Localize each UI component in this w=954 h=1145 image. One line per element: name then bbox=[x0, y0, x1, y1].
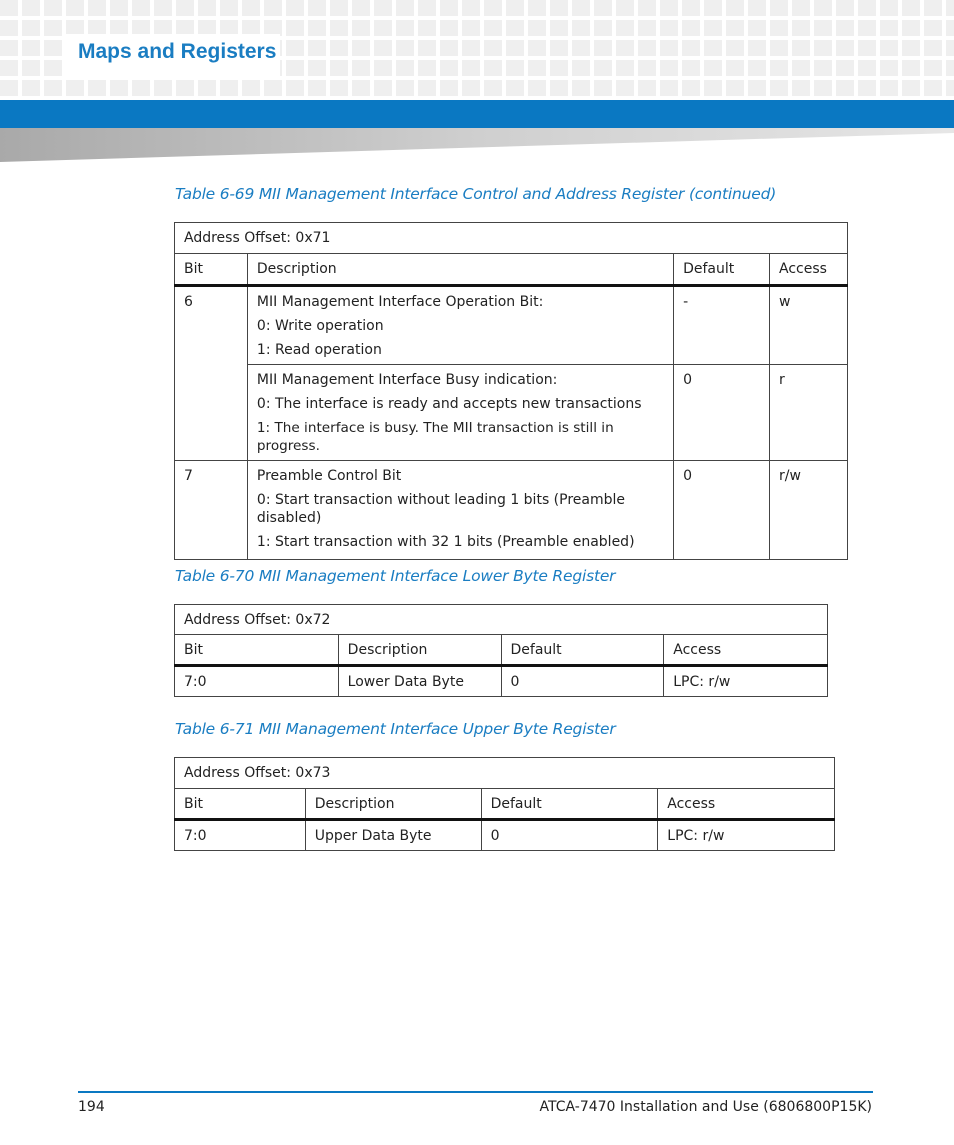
column-header-default: Default bbox=[674, 254, 770, 286]
table-71 bbox=[174, 757, 835, 851]
document-title: ATCA-7470 Installation and Use (6806800P15K) bbox=[539, 1099, 872, 1115]
default-cell: 0 bbox=[481, 820, 658, 851]
column-header-description: Description bbox=[338, 635, 501, 666]
table-row bbox=[175, 820, 835, 851]
page-number: 194 bbox=[78, 1099, 105, 1115]
column-header-access: Access bbox=[664, 635, 828, 666]
description-cell bbox=[247, 286, 673, 365]
description-line: Preamble Control Bit bbox=[256, 468, 402, 484]
access-cell: r/w bbox=[770, 461, 848, 560]
description-line: 1: Read operation bbox=[256, 342, 382, 358]
column-header-description: Description bbox=[305, 789, 481, 820]
address-offset-cell: Address Offset: 0x73 bbox=[175, 758, 835, 789]
description-cell: Lower Data Byte bbox=[338, 666, 501, 697]
bit-cell: 7:0 bbox=[175, 666, 339, 697]
table-row bbox=[175, 666, 828, 697]
table-69-header-row bbox=[175, 254, 848, 286]
column-header-default: Default bbox=[481, 789, 658, 820]
description-cell bbox=[247, 365, 673, 461]
table-row bbox=[175, 461, 848, 560]
default-cell: 0 bbox=[674, 365, 770, 461]
column-header-access: Access bbox=[770, 254, 848, 286]
table-69-address-row bbox=[175, 223, 848, 254]
table-71-header-row bbox=[175, 789, 835, 820]
bit-cell: 7:0 bbox=[175, 820, 306, 851]
table-69 bbox=[174, 222, 848, 560]
column-header-description: Description bbox=[247, 254, 673, 286]
default-cell: 0 bbox=[674, 461, 770, 560]
description-cell bbox=[247, 461, 673, 560]
table-70-header-row bbox=[175, 635, 828, 666]
column-header-bit: Bit bbox=[175, 254, 248, 286]
header-gray-band bbox=[0, 128, 954, 164]
description-line: MII Management Interface Busy indication: bbox=[256, 372, 558, 388]
address-offset-cell: Address Offset: 0x71 bbox=[175, 223, 848, 254]
table-71-caption: Table 6-71 MII Management Interface Upper Byte Register bbox=[175, 720, 616, 738]
description-cell: Upper Data Byte bbox=[305, 820, 481, 851]
bit-cell: 7 bbox=[175, 461, 248, 560]
access-cell: LPC: r/w bbox=[664, 666, 828, 697]
address-offset-cell: Address Offset: 0x72 bbox=[175, 605, 828, 635]
table-70-caption: Table 6-70 MII Management Interface Lower Byte Register bbox=[175, 567, 616, 585]
bit-cell: 6 bbox=[175, 286, 248, 461]
access-cell: LPC: r/w bbox=[658, 820, 835, 851]
description-line: 0: Start transaction without leading 1 bits (Preamble disabled) bbox=[256, 492, 626, 526]
access-cell: w bbox=[770, 286, 848, 365]
table-69-caption: Table 6-69 MII Management Interface Control and Address Register (continued) bbox=[175, 185, 777, 203]
description-line: 1: Start transaction with 32 1 bits (Preamble enabled) bbox=[256, 534, 635, 550]
description-line: 0: Write operation bbox=[256, 318, 384, 334]
access-cell: r bbox=[770, 365, 848, 461]
section-title: Maps and Registers bbox=[78, 40, 277, 63]
description-line: MII Management Interface Operation Bit: bbox=[256, 294, 544, 310]
column-header-default: Default bbox=[501, 635, 664, 666]
table-row bbox=[175, 286, 848, 365]
header-blue-bar bbox=[0, 100, 954, 128]
description-line: 0: The interface is ready and accepts new transactions bbox=[256, 396, 642, 412]
column-header-bit: Bit bbox=[175, 789, 306, 820]
column-header-access: Access bbox=[658, 789, 835, 820]
footer-rule bbox=[78, 1091, 873, 1093]
column-header-bit: Bit bbox=[175, 635, 339, 666]
default-cell: - bbox=[674, 286, 770, 365]
table-row bbox=[175, 365, 848, 461]
table-70 bbox=[174, 604, 828, 697]
table-70-address-row bbox=[175, 605, 828, 635]
description-line: 1: The interface is busy. The MII transaction is still in progress. bbox=[256, 420, 614, 454]
default-cell: 0 bbox=[501, 666, 664, 697]
table-71-address-row bbox=[175, 758, 835, 789]
